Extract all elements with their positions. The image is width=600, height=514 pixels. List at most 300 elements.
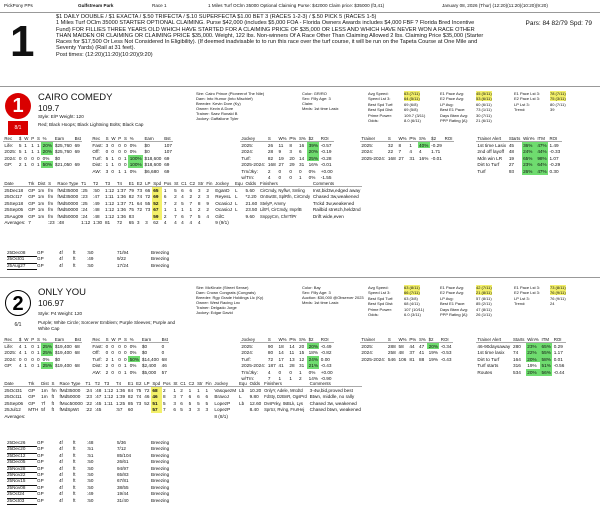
workout-cell: GP bbox=[37, 484, 44, 490]
table-cell: 21% bbox=[308, 363, 318, 369]
horse-name[interactable]: CAIRO COMEDY bbox=[38, 92, 113, 103]
table-cell: 0% bbox=[129, 168, 137, 174]
horse-info bbox=[302, 285, 366, 305]
table-cell: 80 bbox=[267, 349, 274, 355]
table-cell: 41 bbox=[278, 363, 284, 369]
pp-cell: 5 bbox=[181, 200, 184, 206]
column-header: E2 bbox=[136, 180, 143, 186]
speed-ratings bbox=[368, 285, 424, 317]
pp-cell: 8.40 bbox=[249, 407, 259, 413]
table-row bbox=[3, 148, 82, 155]
table-cell: 23% bbox=[522, 161, 536, 168]
column-header: Bst bbox=[161, 336, 168, 342]
workout-cell: Breezing bbox=[151, 465, 170, 471]
pp-cell: Railbid stretch,held2nd bbox=[312, 207, 361, 213]
table-cell: Dirt to Turf bbox=[477, 356, 500, 362]
table-cell: 20 bbox=[289, 155, 295, 161]
table-cell: 0 bbox=[24, 155, 27, 161]
pp-cell: fMd50000 bbox=[57, 207, 79, 213]
workout-cell: ft bbox=[73, 256, 76, 262]
column-header: C2 bbox=[188, 380, 195, 386]
workout-cell: Breezing bbox=[151, 440, 170, 445]
pp-cell: :23 bbox=[81, 193, 88, 199]
pp-cell: fMd35000 bbox=[59, 387, 81, 393]
pp-cell: 25Oct11 bbox=[4, 393, 22, 399]
rating-label: Trend: bbox=[514, 301, 526, 307]
morning-line-odds: 6/1 bbox=[14, 322, 22, 328]
pp-cell: 7 bbox=[180, 393, 183, 399]
table-cell: Off: bbox=[92, 349, 100, 355]
pp-cell: fm bbox=[51, 387, 57, 393]
column-header: S bbox=[387, 135, 398, 142]
workout-cell: Breezing bbox=[151, 262, 170, 268]
pp-cell: 7 bbox=[163, 200, 167, 206]
column-header: $2 bbox=[307, 336, 319, 343]
table-row bbox=[3, 362, 82, 369]
table-row bbox=[360, 142, 454, 149]
table-cell: 0 bbox=[105, 148, 109, 154]
pp-cell: 59 bbox=[152, 213, 163, 220]
pp-cell: 85 bbox=[127, 400, 134, 406]
table-cell: 19% bbox=[428, 356, 438, 362]
table-cell: 2 bbox=[105, 363, 109, 369]
workout-cell: 4f bbox=[59, 459, 63, 465]
pp-cell: 4 bbox=[206, 213, 209, 219]
averages-row bbox=[3, 413, 362, 420]
pp-cell: L bbox=[234, 207, 238, 213]
jockey-stats-table bbox=[240, 336, 334, 382]
meds: Meds: 1st time Lasix bbox=[302, 106, 339, 111]
column-header: St bbox=[173, 380, 178, 386]
column-header: LP bbox=[144, 380, 150, 386]
column-header: Pos bbox=[163, 180, 172, 186]
surface-table bbox=[91, 336, 169, 376]
table-cell: 81 bbox=[409, 356, 415, 362]
average-cell bbox=[204, 413, 213, 420]
pp-cell: fm bbox=[48, 193, 54, 199]
table-cell: 0 bbox=[278, 369, 282, 375]
pp-cell: 74 bbox=[136, 193, 143, 199]
table-cell: -0.43 bbox=[440, 356, 452, 362]
table-cell: Dist: bbox=[92, 162, 102, 168]
table-cell: 0 bbox=[24, 356, 27, 362]
table-cell: 0 bbox=[31, 356, 34, 362]
pp-cell: 9.80 bbox=[249, 393, 259, 399]
column-header: T2 bbox=[92, 180, 104, 187]
pp-cell bbox=[238, 406, 249, 413]
race-date: January 08, 2026 (Thur) (12:20)(11:20)(10:20)(9:20) bbox=[442, 3, 548, 8]
table-cell: 4 bbox=[409, 148, 412, 154]
race-conditions bbox=[56, 14, 486, 58]
workout-cell: 4f bbox=[59, 465, 63, 471]
table-cell: 50% bbox=[42, 162, 53, 168]
table-row bbox=[476, 161, 562, 168]
table-cell: -0.49 bbox=[320, 343, 332, 349]
table-cell: $0 bbox=[144, 148, 150, 154]
rating-label: Prime Power: bbox=[368, 306, 393, 312]
column-header: Odds bbox=[248, 380, 263, 387]
pp-cell: 3 bbox=[173, 400, 176, 406]
table-cell: 168 bbox=[387, 155, 396, 161]
workout-cell: Breezing bbox=[151, 478, 170, 484]
table-cell: $19,400 bbox=[54, 363, 72, 369]
table-cell: 14% bbox=[308, 376, 318, 382]
table-cell: 4 bbox=[267, 175, 271, 181]
table-cell: 2nd off layoff bbox=[477, 148, 505, 154]
rating-value: 63 (7/11) bbox=[404, 91, 420, 96]
pp-cell: 1m bbox=[37, 207, 45, 213]
table-cell: 0 bbox=[118, 349, 121, 355]
rating-label: Speed Lst 3: bbox=[368, 290, 391, 296]
table-cell: 1 bbox=[36, 142, 40, 148]
pp-cell: 64 bbox=[136, 200, 143, 206]
pp-cell: 25Sep05 bbox=[4, 207, 24, 213]
table-cell: +0.00 bbox=[320, 168, 333, 174]
workout-cell: Breezing bbox=[151, 250, 170, 255]
table-cell: $14,400 bbox=[141, 356, 159, 362]
workout-cell: :51 bbox=[87, 446, 94, 452]
workout-cell: GP bbox=[37, 440, 44, 445]
table-cell: 2024: bbox=[361, 349, 374, 355]
race-pars: Pars: 84 82/79 Spd: 79 bbox=[525, 20, 592, 27]
table-row bbox=[476, 362, 566, 369]
workout-cell: 25Nov22 bbox=[7, 472, 37, 479]
table-cell: 27 bbox=[508, 162, 515, 168]
table-cell: 8 bbox=[289, 142, 292, 148]
column-header: ROI bbox=[552, 336, 565, 343]
table-cell: 100% bbox=[129, 162, 142, 168]
trainer-stats-table bbox=[360, 135, 454, 161]
pp-cell: 6 bbox=[181, 213, 184, 219]
past-performance-row bbox=[3, 193, 362, 200]
column-header: Earn bbox=[53, 336, 73, 343]
column-header: % bbox=[41, 336, 53, 343]
pp-cell: 25Jul12 bbox=[4, 407, 21, 413]
table-cell: GP: bbox=[4, 363, 13, 369]
table-cell: 36% bbox=[522, 142, 536, 149]
table-row bbox=[240, 343, 334, 350]
workout-cell: Breezing bbox=[151, 256, 170, 262]
workout-cell: Breezing bbox=[151, 446, 170, 452]
pp-cell: 6 bbox=[205, 393, 209, 399]
table-cell: 0 bbox=[111, 168, 114, 174]
table-cell: 93 bbox=[508, 168, 515, 174]
rating-row bbox=[440, 312, 492, 317]
table-cell: -0.56 bbox=[553, 363, 565, 369]
table-cell: 41 bbox=[418, 349, 425, 355]
dam: Dam: Into Humor (Into Mischief) bbox=[196, 96, 253, 101]
workout-cell: ft bbox=[73, 440, 76, 445]
rating-value: 8.0 (6/11) bbox=[404, 118, 421, 124]
table-cell: 29 bbox=[289, 162, 295, 168]
table-cell: 0 bbox=[123, 349, 127, 355]
pp-cell: 8 bbox=[162, 393, 166, 399]
table-cell: 20% bbox=[42, 148, 53, 154]
pp-cell: fMd35000 bbox=[57, 193, 79, 199]
pp-cell: 25Dec18 bbox=[4, 187, 24, 193]
table-cell: 1 bbox=[31, 148, 34, 154]
workout-cell: :51 bbox=[87, 452, 94, 458]
table-cell: 1.17 bbox=[553, 349, 563, 355]
pp-cell: 7 bbox=[174, 213, 177, 219]
column-header: Pos bbox=[162, 380, 171, 386]
table-cell: 69 bbox=[164, 155, 170, 161]
record-table bbox=[3, 135, 82, 168]
table-cell: 44% bbox=[537, 148, 547, 154]
average-cell bbox=[50, 413, 58, 420]
pp-cell: fMd50000 bbox=[57, 213, 79, 219]
workout-cell: 19/44 bbox=[117, 491, 129, 497]
column-header: LP bbox=[145, 180, 151, 186]
pp-cell: 1:37 bbox=[116, 187, 126, 193]
pp-cell: GP bbox=[28, 200, 35, 206]
column-header: Rec bbox=[91, 336, 104, 343]
table-cell: -0.01 bbox=[320, 162, 332, 168]
pp-cell: 1 bbox=[181, 207, 184, 213]
average-cell bbox=[162, 413, 172, 420]
column-header: C2 bbox=[189, 180, 196, 186]
workout-cell: 4f bbox=[59, 478, 63, 484]
workout-cell: ft bbox=[73, 484, 76, 490]
column-header: Str bbox=[197, 380, 203, 386]
pp-cell: 1:36 bbox=[116, 213, 126, 219]
pedigree-block bbox=[196, 285, 263, 315]
pp-cell: 8 bbox=[197, 200, 201, 206]
table-row bbox=[3, 356, 82, 363]
table-cell: 90 bbox=[267, 343, 274, 349]
workout-cell: GP bbox=[37, 465, 44, 471]
table-cell: 0 bbox=[111, 363, 114, 369]
workout-cell: 25Nov28 bbox=[7, 466, 37, 473]
workout-cell: Breezing bbox=[151, 459, 170, 465]
column-header: P bbox=[118, 135, 122, 141]
pp-cell: 25Sep18 bbox=[4, 200, 24, 206]
pp-cell: CirCmdy, Nyflwr, Smling bbox=[260, 187, 305, 193]
table-cell: 48 bbox=[398, 349, 404, 355]
table-cell: 2 bbox=[298, 376, 302, 382]
workout-cell: 4f bbox=[59, 484, 63, 490]
pp-cell: fMd35000 bbox=[57, 187, 79, 193]
table-cell: -0.53 bbox=[440, 349, 452, 355]
pp-cell: 1:12 bbox=[104, 207, 115, 213]
workout-cell: 9/22 bbox=[117, 256, 126, 262]
pp-cell: Btwn, middle, no rally bbox=[309, 393, 355, 399]
table-cell: Life: bbox=[4, 142, 14, 148]
column-header: Finishers bbox=[263, 380, 309, 387]
table-cell: $18,600 bbox=[144, 155, 162, 161]
column-header: $2 bbox=[307, 135, 319, 142]
pp-cell: fMoc50000 bbox=[59, 400, 83, 406]
pp-cell: 82 bbox=[127, 393, 134, 399]
column-header: ITM bbox=[536, 135, 548, 142]
pp-cell: 73 bbox=[136, 400, 142, 406]
column-header: T1 bbox=[84, 380, 93, 387]
table-cell: 20% bbox=[42, 142, 53, 148]
table-cell: 0 bbox=[31, 343, 34, 349]
column-header: P bbox=[31, 336, 35, 342]
column-header: Comments bbox=[308, 380, 362, 387]
table-row bbox=[476, 343, 566, 350]
speed-ratings bbox=[368, 91, 425, 123]
rating-value: 63 (3/8) bbox=[404, 295, 418, 301]
average-cell: 4 bbox=[189, 220, 193, 226]
table-cell: 0 bbox=[118, 369, 121, 375]
column-header: E1 bbox=[127, 380, 134, 386]
workout-cell: 4f bbox=[59, 256, 63, 262]
workout-cell: ft bbox=[73, 446, 76, 452]
table-cell: 68 bbox=[74, 349, 80, 355]
workout-cell: Breezing bbox=[151, 484, 170, 490]
pp-cell: 2 bbox=[174, 193, 177, 199]
table-cell: 1 bbox=[24, 349, 27, 355]
table-cell: 69 bbox=[74, 142, 80, 148]
table-cell: 0% bbox=[129, 349, 137, 355]
table-cell: 22 bbox=[387, 148, 394, 154]
table-cell: 12 bbox=[298, 356, 305, 362]
table-cell: 1 bbox=[36, 363, 40, 369]
column-header: P bbox=[31, 135, 35, 141]
table-cell: -0.43 bbox=[320, 363, 332, 369]
average-cell bbox=[40, 413, 50, 420]
table-cell: 5 bbox=[105, 155, 109, 161]
table-cell: 48 bbox=[508, 148, 515, 154]
pp-cell: 25Oct31 bbox=[4, 387, 23, 393]
average-cell: 62 bbox=[153, 220, 159, 226]
table-cell: $0 bbox=[141, 343, 148, 349]
table-row bbox=[240, 362, 334, 369]
column-header: C1 bbox=[181, 180, 187, 186]
workout-cell: 25Aug27 bbox=[7, 263, 37, 270]
pp-cell: 5 bbox=[162, 400, 166, 406]
rating-value: 21 (8/11) bbox=[476, 290, 492, 296]
pp-cell: Chased btwn, weakened bbox=[309, 407, 361, 413]
column-header: Str bbox=[197, 180, 204, 186]
table-cell: 25% bbox=[42, 343, 53, 349]
column-header: S% bbox=[418, 336, 426, 342]
pp-cell: :45 bbox=[94, 400, 102, 406]
table-cell: 18% bbox=[308, 349, 318, 355]
table-cell: 107 bbox=[164, 142, 173, 148]
workout-cell: 4f bbox=[59, 440, 63, 445]
table-cell: 68 bbox=[74, 343, 80, 349]
column-header: Rec bbox=[91, 135, 104, 142]
table-cell: 20% bbox=[428, 343, 438, 349]
pp-cell: Trckd 3w,weakened bbox=[312, 200, 355, 206]
table-cell: 26 bbox=[267, 142, 274, 148]
table-cell: $0 bbox=[144, 142, 150, 148]
table-cell: 58 bbox=[398, 343, 404, 349]
pp-cell: Drift wide,even bbox=[312, 213, 344, 219]
table-row bbox=[3, 155, 82, 162]
average-cell: 4 bbox=[174, 220, 177, 226]
pp-cell: 1m bbox=[37, 213, 45, 219]
pp-cell: :24 bbox=[85, 387, 92, 393]
table-cell: 1 bbox=[278, 376, 282, 382]
table-cell: 47 bbox=[418, 343, 425, 349]
average-cell bbox=[135, 413, 143, 420]
pp-cell: 25Oct17 bbox=[4, 193, 23, 199]
table-cell: Turf bbox=[477, 168, 486, 174]
table-cell: 0 bbox=[111, 148, 114, 154]
table-cell: 316 bbox=[513, 363, 521, 369]
column-header: S bbox=[50, 380, 58, 387]
pp-cell: 4 bbox=[181, 193, 184, 199]
pp-cell: fm bbox=[48, 213, 54, 219]
rating-label: LP Avg: bbox=[440, 101, 454, 107]
table-cell: 28 bbox=[289, 363, 295, 369]
pp-cell: 1:11 bbox=[104, 400, 113, 406]
pp-cell: 1 bbox=[197, 387, 200, 393]
table-cell: 26% bbox=[522, 168, 536, 175]
pp-cell: 6 bbox=[163, 193, 167, 199]
column-header: P% bbox=[289, 336, 297, 342]
pp-cell: 3-4w,bid,proved best bbox=[309, 387, 353, 393]
table-cell: 69 bbox=[164, 162, 170, 168]
table-cell: 2 bbox=[105, 369, 109, 375]
table-cell: 1 bbox=[289, 376, 292, 382]
table-cell: 65% bbox=[522, 155, 536, 162]
rating-value: 68 (4/11) bbox=[404, 301, 420, 307]
horse-name[interactable]: ONLY YOU bbox=[38, 287, 87, 298]
pp-cell: fMd50000 bbox=[59, 393, 81, 399]
table-cell: 8 bbox=[398, 142, 402, 148]
table-row bbox=[3, 142, 82, 149]
table-cell: 22% bbox=[526, 349, 540, 356]
table-cell: Life: bbox=[4, 343, 14, 349]
column-header: Dist bbox=[37, 180, 46, 186]
workout-cell: 26/61 bbox=[117, 459, 129, 465]
claim: Claim: bbox=[302, 101, 314, 106]
pp-cell: 1:37 bbox=[116, 200, 126, 206]
pp-cell: 2 bbox=[162, 387, 166, 393]
column-header: ROI bbox=[319, 336, 334, 343]
table-row bbox=[476, 369, 566, 376]
pp-cell: :50 bbox=[93, 187, 100, 193]
pp-cell: :23 bbox=[85, 393, 92, 399]
pp-cell: fm bbox=[48, 207, 54, 213]
rating-value: 42 (7/11) bbox=[476, 285, 492, 290]
table-cell: 17 bbox=[278, 356, 284, 362]
pp-cell: 69 bbox=[152, 193, 163, 200]
workout-cell: 38/55 bbox=[117, 484, 129, 490]
pp-cell: :24 bbox=[81, 213, 88, 219]
column-header: P% bbox=[289, 135, 297, 141]
table-cell: GP: bbox=[4, 162, 13, 168]
table-cell: 46-90daysaway bbox=[477, 343, 511, 349]
pp-cell: ft bbox=[51, 393, 55, 399]
table-cell: 0.00 bbox=[320, 356, 330, 362]
column-header: W% bbox=[398, 336, 407, 342]
table-row bbox=[91, 362, 169, 369]
column-header: ITM bbox=[540, 336, 552, 343]
pp-cell: Lb bbox=[238, 400, 245, 406]
average-cell bbox=[93, 413, 102, 420]
table-cell: Off: bbox=[92, 148, 100, 154]
table-cell: 88 bbox=[418, 356, 425, 362]
table-cell: 68 bbox=[74, 363, 80, 369]
workout-cell: 94/97 bbox=[117, 465, 129, 471]
pp-cell: 1m bbox=[37, 187, 45, 193]
pp-cell: 1:25 bbox=[116, 400, 126, 406]
table-cell: 2024: bbox=[4, 155, 17, 161]
pp-cell: :22 bbox=[85, 400, 92, 406]
table-cell: 0 bbox=[278, 168, 282, 174]
table-cell: 9 bbox=[278, 148, 282, 154]
table-cell: Routes bbox=[477, 369, 493, 375]
pp-cell: OcasioJ bbox=[215, 207, 233, 213]
workout-cell: GP bbox=[37, 452, 44, 458]
column-header: Spd bbox=[153, 180, 162, 186]
